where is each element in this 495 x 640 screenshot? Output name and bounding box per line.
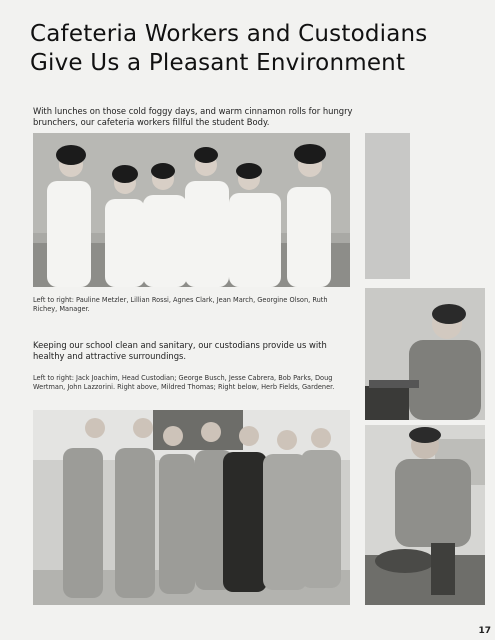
page-headline <box>30 20 470 78</box>
cafeteria-workers-photo <box>33 133 350 287</box>
custodian-intro-text: Keeping our school clean and sanitary, our custodians provide us with healthy and attractive surroundings. <box>33 340 327 361</box>
decorative-gray-block <box>365 133 410 279</box>
custodians-photo <box>33 410 350 605</box>
headline-line-2: Give Us a Pleasant Environment <box>30 50 406 76</box>
herb-fields-gardener-photo <box>365 425 485 605</box>
mildred-thomas-photo <box>365 288 485 420</box>
headline-line-1: Cafeteria Workers and Custodians <box>30 21 428 47</box>
custodian-caption: Left to right: Jack Joachim, Head Custodian; George Busch, Jesse Cabrera, Bob Parks, Doug Wertman, John Lazzorini. Right above, Mildred Thomas; Right below, Herb Fields, Gardener. <box>33 374 335 391</box>
page-number: 17 <box>478 626 491 636</box>
cafeteria-intro-text: With lunches on those cold foggy days, and warm cinnamon rolls for hungry brunchers, our cafeteria workers fillful the student Body. <box>33 106 353 127</box>
cafeteria-caption: Left to right: Pauline Metzler, Lillian Rossi, Agnes Clark, Jean March, Georgine Olson, Ruth Richey, Manager. <box>33 296 328 313</box>
